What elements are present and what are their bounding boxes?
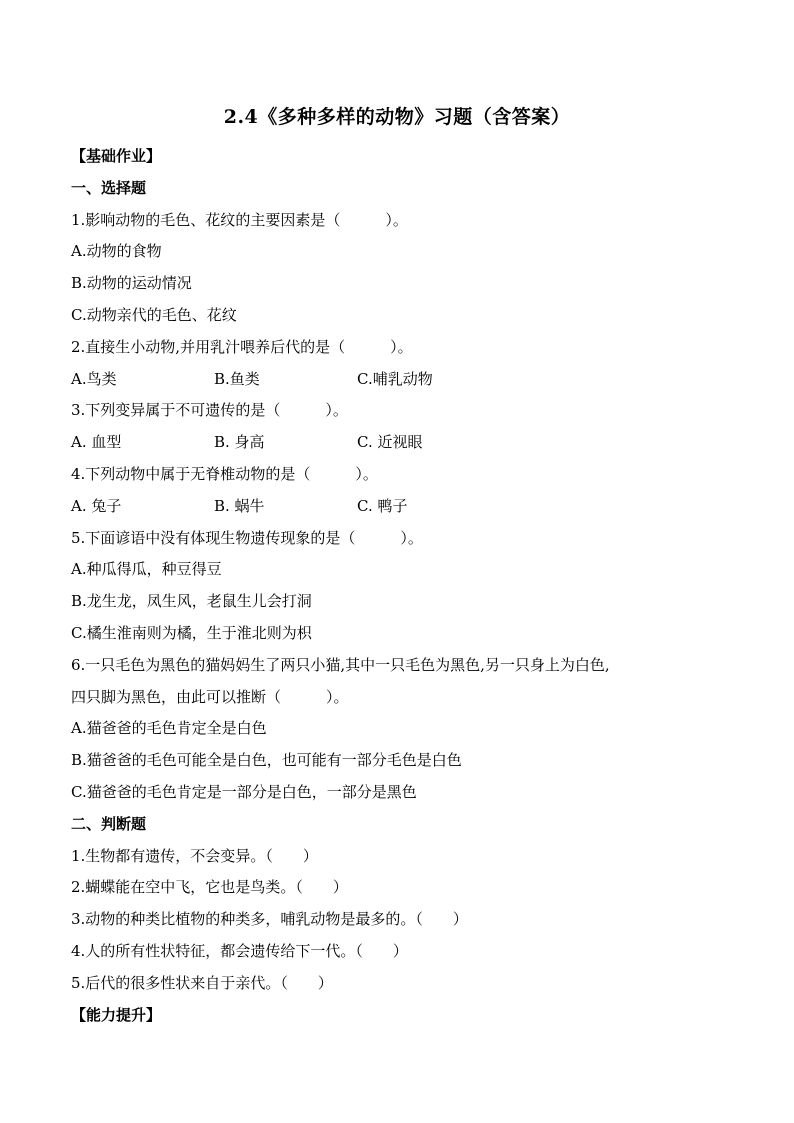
option-c: C.猫爸爸的毛色肯定是一部分是白色，一部分是黑色 bbox=[71, 782, 417, 801]
question-stem: 4.下列动物中属于无脊椎动物的是（ ）。 bbox=[71, 464, 378, 483]
question-stem: 5.下面谚语中没有体现生物遗传现象的是（ ）。 bbox=[71, 528, 423, 547]
options-row bbox=[71, 427, 731, 459]
question-5 bbox=[71, 523, 731, 650]
worksheet-content bbox=[71, 141, 731, 1031]
question-stem-line-1: 6.一只毛色为黑色的猫妈妈生了两只小猫,其中一只毛色为黑色,另一只身上为白色, bbox=[71, 655, 610, 674]
option-b: B.动物的运动情况 bbox=[71, 274, 192, 293]
judgment-item: 4.人的所有性状特征，都会遗传给下一代。（ ） bbox=[71, 941, 408, 960]
judgment-item: 2.蝴蝶能在空中飞，它也是鸟类。（ ） bbox=[71, 878, 348, 897]
question-3 bbox=[71, 395, 731, 459]
judgment-list bbox=[71, 841, 731, 1000]
options-row bbox=[71, 491, 731, 523]
section-basic-heading: 【基础作业】 bbox=[71, 147, 162, 165]
option-c: C. 近视眼 bbox=[357, 433, 423, 452]
option-b: B.鱼类 bbox=[214, 369, 260, 388]
judgment-section-heading: 二、判断题 bbox=[71, 814, 147, 833]
option-a: A.种瓜得瓜，种豆得豆 bbox=[71, 560, 222, 579]
options-row bbox=[71, 364, 731, 396]
option-b: B. 蜗牛 bbox=[214, 496, 265, 515]
question-6 bbox=[71, 650, 731, 809]
option-a: A.鸟类 bbox=[71, 369, 117, 388]
choice-section-heading: 一、选择题 bbox=[71, 178, 147, 197]
section-advanced-heading: 【能力提升】 bbox=[71, 1005, 162, 1024]
question-1 bbox=[71, 205, 731, 332]
question-stem: 1.影响动物的毛色、花纹的主要因素是（ ）。 bbox=[71, 210, 408, 229]
question-stem: 3.下列变异属于不可遗传的是（ ）。 bbox=[71, 401, 348, 420]
option-b: B.猫爸爸的毛色可能全是白色，也可能有一部分毛色是白色 bbox=[71, 751, 462, 770]
question-stem: 2.直接生小动物,并用乳汁喂养后代的是（ ）。 bbox=[71, 337, 413, 356]
option-a: A. 兔子 bbox=[71, 496, 122, 515]
option-b: B.龙生龙，凤生风，老鼠生儿会打洞 bbox=[71, 592, 312, 611]
option-c: C.哺乳动物 bbox=[357, 369, 433, 388]
question-4 bbox=[71, 459, 731, 523]
judgment-item: 3.动物的种类比植物的种类多，哺乳动物是最多的。（ ） bbox=[71, 910, 468, 929]
option-b: B. 身高 bbox=[214, 433, 265, 452]
question-2 bbox=[71, 332, 731, 396]
option-c: C.动物亲代的毛色、花纹 bbox=[71, 305, 237, 324]
option-a: A. 血型 bbox=[71, 433, 122, 452]
judgment-item: 5.后代的很多性状来自于亲代。（ ） bbox=[71, 973, 333, 992]
question-stem-line-2: 四只脚为黑色，由此可以推断（ ）。 bbox=[71, 687, 349, 706]
option-c: C.橘生淮南则为橘，生于淮北则为枳 bbox=[71, 623, 312, 642]
option-c: C. 鸭子 bbox=[357, 496, 408, 515]
option-a: A.动物的食物 bbox=[71, 242, 162, 261]
option-a: A.猫爸爸的毛色肯定全是白色 bbox=[71, 719, 267, 738]
judgment-item: 1.生物都有遗传，不会变异。（ ） bbox=[71, 846, 318, 865]
page-title: 2.4《多种多样的动物》习题（含答案） bbox=[223, 106, 571, 128]
